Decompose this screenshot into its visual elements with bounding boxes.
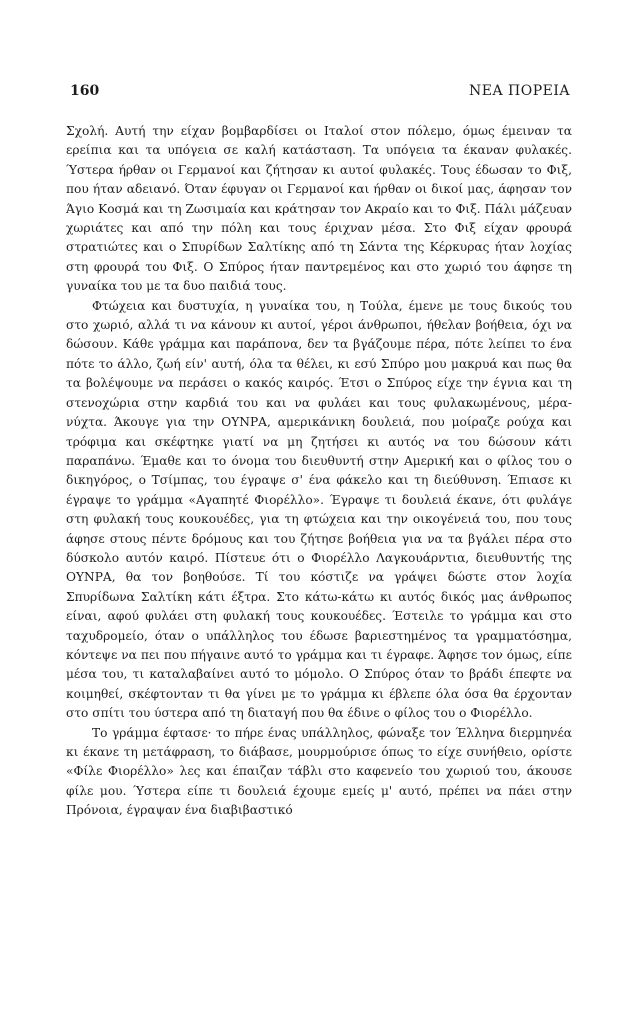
- running-title: ΝΕΑ ΠΟΡΕΙΑ: [469, 83, 570, 99]
- paragraph: Φτώχεια και δυστυχία, η γυναίκα του, η Τούλα, έμενε με τους δικούς του στο χωριό, αλλά τι να κάνουν κι αυτοί, γέροι άνθρωποι, ήθελαν βοήθεια, όχι να δώσουν. Κάθε γράμμα και παράπονα, δεν τα βγάζουμε πέρα, πότε λείπει το ένα πότε το άλλο, ζωή είν' αυτή, όλα τα θέλει, κι εσύ Σπύρο μου μακρυά και πως θα τα βολέψουμε να περάσει ο κακός καιρός. Έτσι ο Σπύρος είχε την έγνια και τη στενοχώρια στην καρδιά του και να φυλάει και τους φυλακωμένους, μέρα-νύχτα. Άκουγε για την ΟΥΝΡΑ, αμερικάνικη δουλειά, που μοίραζε ρούχα και τρόφιμα και σκέφτηκε γιατί να μη ζητήσει κι αυτός να του δώσουν κάτι παραπάνω. Έμαθε και το όνομα του διευθυντή στην Αμερική και ο φίλος του ο δικηγόρος, ο Τσίμπας, του έγραψε σ' ένα φάκελο και τη διεύθυνση. Έπιασε κι έγραψε το γράμμα «Αγαπητέ Φιορέλλο». Έγραψε τι δουλειά έκανε, ότι φυλάγε στη φυλακή τους κουκουέδες, για τη φτώχεια και την οικογένειά του, που τους άφησε στους πέντε δρόμους και του ζήτησε βοήθεια για να τα βγάλει πέρα στο δύσκολο αυτόν καιρό. Πίστευε ότι ο Φιορέλλο Λαγκουάρντια, διευθυντής της ΟΥΝΡΑ, θα τον βοηθούσε. Τί του κόστιζε να γράψει δώστε στον λοχία Σπυρίδωνα Σαλτίκη κάτι έξτρα. Στο κάτω-κάτω κι αυτός δικός μας άνθρωπος είναι, αφού φυλάει στη φυλακή τους κουκουέδες. Έστειλε το γράμμα και στο ταχυδρομείο, όταν ο υπάλληλος του έδωσε βαριεστημένος τα γραμματόσημα, κόντεψε να πει που πήγαινε αυτό το γράμμα και τι έγραφε. Άφησε τον όμως, είπε μέσα του, τι καταλαβαίνει αυτό το μόμολο. Ο Σπύρος όταν το βράδι έπεφτε να κοιμηθεί, σκέφτονταν τι θα γίνει με το γράμμα κι έβλεπε όλα όσα θα έρχονταν στο σπίτι του ύστερα από τη διαταγή που θα έδινε ο φίλος του ο Φιορέλλο.: [66, 298, 572, 721]
- page-number: 160: [70, 83, 100, 99]
- paragraph-continuation: Σχολή. Αυτή την είχαν βομβαρδίσει οι Ιταλοί στον πόλεμο, όμως έμειναν τα ερείπια και τα υπόγεια σε καλή κατάσταση. Τα υπόγεια τα έκαναν φυλακές. Ύστερα ήρθαν οι Γερμανοί και ζήτησαν κι αυτοί φυλακές. Τους έδωσαν το Φιξ, που ήταν αδειανό. Όταν έφυγαν οι Γερμανοί και ήρθαν οι δικοί μας, άφησαν τον Άγιο Κοσμά και τη Ζωσιμαία και κράτησαν τον Ακραίο και το Φιξ. Πάλι μάζευαν χωριάτες και από την πόλη και τους έριχναν μέσα. Στο Φιξ είχαν φρουρά στρατιώτες και ο Σπυρίδων Σαλτίκης από τη Σάντα της Κέρκυρας ήταν λοχίας στη φρουρά του Φιξ. Ο Σπύρος ήταν παντρεμένος και στο χωριό του άφησε τη γυναίκα του με τα δυο παιδιά τους.: [66, 124, 572, 294]
- paragraph: Το γράμμα έφτασε· το πήρε ένας υπάλληλος, φώναξε τον Έλληνα διερμηνέα κι έκανε τη μετάφραση, το διάβασε, μουρμούρισε όπως το είχε συνήθειο, ορίστε «Φίλε Φιορέλλο» λες και έπαιζαν τάβλι στο καφενείο του χωριού του, άκουσε φίλε μου. Ύστερα είπε τι δουλειά έχουμε εμείς μ' αυτό, πρέπει να πάει στην Πρόνοια, έγραψαν ένα διαβιβαστικό: [66, 725, 572, 818]
- body-text: [66, 122, 572, 821]
- page-header: [70, 83, 570, 103]
